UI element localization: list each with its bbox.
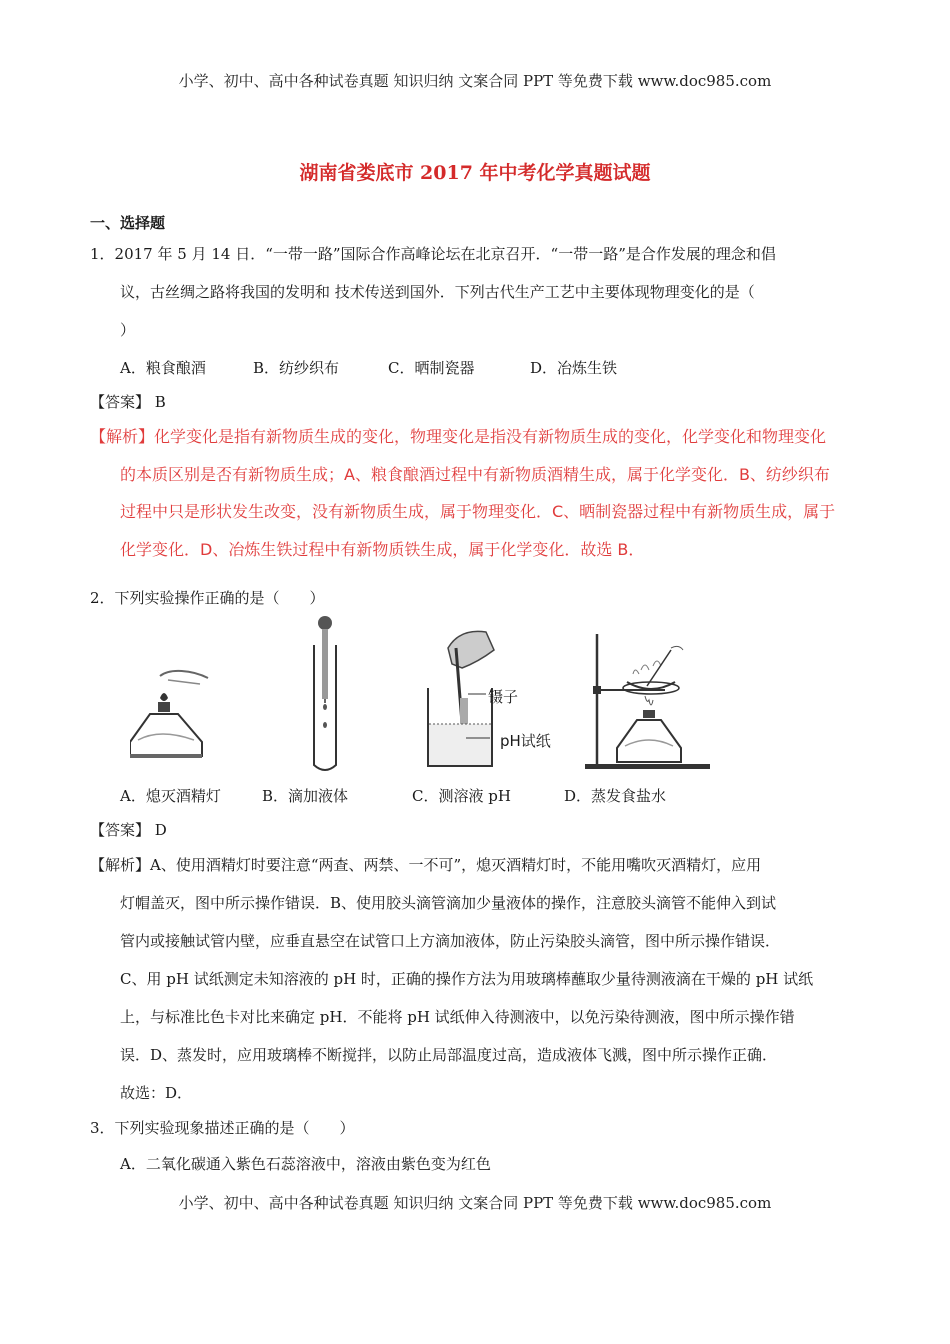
q2-answer	[90, 820, 167, 840]
q3-option-a: A．二氧化碳通入紫色石蕊溶液中，溶液由紫色变为红色	[120, 1155, 491, 1173]
q2-analysis-line-7: 故选：D．	[120, 1084, 193, 1102]
q1-option-d: D．冶炼生铁	[530, 359, 618, 377]
q2-analysis-line-3: 管内或接触试管内壁，应垂直悬空在试管口上方滴加液体，防止污染胶头滴管，图中所示操作错误．	[120, 932, 781, 950]
figure-alcohol-lamp	[130, 668, 220, 768]
q2-answer-label: 【答案】	[90, 821, 151, 839]
document-title: 湖南省娄底市 2017 年中考化学真题试题	[299, 162, 651, 184]
q2-option-b: B．滴加液体	[262, 787, 349, 805]
q1-analysis-line-4: 化学变化．D、冶炼生铁过程中有新物质铁生成，属于化学变化．故选 B．	[120, 540, 645, 559]
q1-answer	[90, 392, 166, 412]
q1-option-a: A．粮食酿酒	[120, 359, 206, 377]
q2-answer-value: D	[154, 821, 167, 839]
label-tweezers: 镊子	[488, 688, 519, 706]
page-header: 小学、初中、高中各种试卷真题 知识归纳 文案合同 PPT 等免费下载 www.doc985.com	[178, 72, 772, 90]
figure-dropper-test-tube	[300, 615, 350, 775]
q1-stem-line-1: 1．2017 年 5 月 14 日．“一带一路”国际合作高峰论坛在北京召开．“一带一路”是合作发展的理念和倡	[90, 245, 776, 263]
q1-analysis-line-3: 过程中只是形状发生改变，没有新物质生成，属于物理变化．C、晒制瓷器过程中有新物质生成，属于	[120, 502, 836, 521]
q1-option-b: B．纺纱织布	[253, 359, 340, 377]
q2-analysis-line-4: C、用 pH 试纸测定未知溶液的 pH 时，正确的操作方法为用玻璃棒蘸取少量待测液滴在干燥的 pH 试纸	[120, 970, 814, 988]
q1-stem-line-2: 议，古丝绸之路将我国的发明和 技术传送到国外．下列古代生产工艺中主要体现物理变化的是（	[120, 283, 755, 301]
q2-analysis-line-5: 上，与标准比色卡对比来确定 pH．不能将 pH 试纸伸入待测液中，以免污染待测液，图中所示操作错	[120, 1008, 795, 1026]
q2-stem: 2．下列实验操作正确的是（ ）	[90, 589, 325, 607]
q2-option-a: A．熄灭酒精灯	[120, 787, 221, 805]
q1-answer-label: 【答案】	[90, 393, 151, 411]
q1-stem-line-3: ）	[120, 321, 136, 339]
page-footer: 小学、初中、高中各种试卷真题 知识归纳 文案合同 PPT 等免费下载 www.doc985.com	[178, 1194, 772, 1212]
q1-option-c: C．晒制瓷器	[388, 359, 475, 377]
section-heading: 一、选择题	[90, 214, 166, 232]
q2-option-d: D．蒸发食盐水	[564, 787, 667, 805]
label-ph-paper: pH试纸	[500, 732, 551, 750]
figure-evaporation-setup	[585, 630, 710, 770]
q1-analysis-line-1: 【解析】化学变化是指有新物质生成的变化，物理变化是指没有新物质生成的变化，化学变化和物理变化	[90, 427, 827, 446]
q1-answer-value: B	[154, 393, 166, 411]
q2-analysis-line-1: 【解析】A、使用酒精灯时要注意“两查、两禁、一不可”，熄灭酒精灯时，不能用嘴吹灭酒精灯，应用	[90, 856, 762, 874]
q2-analysis-line-2: 灯帽盖灭，图中所示操作错误．B、使用胶头滴管滴加少量液体的操作，注意胶头滴管不能伸入到试	[120, 894, 777, 912]
q3-stem: 3．下列实验现象描述正确的是（ ）	[90, 1119, 355, 1137]
q2-analysis-line-6: 误．D、蒸发时，应用玻璃棒不断搅拌，以防止局部温度过高，造成液体飞溅，图中所示操作正确．	[120, 1046, 778, 1064]
q2-option-c: C．测溶液 pH	[412, 787, 511, 805]
q1-analysis-line-2: 的本质区别是否有新物质生成；A、粮食酿酒过程中有新物质酒精生成，属于化学变化．B、纺纱织布	[120, 465, 830, 484]
